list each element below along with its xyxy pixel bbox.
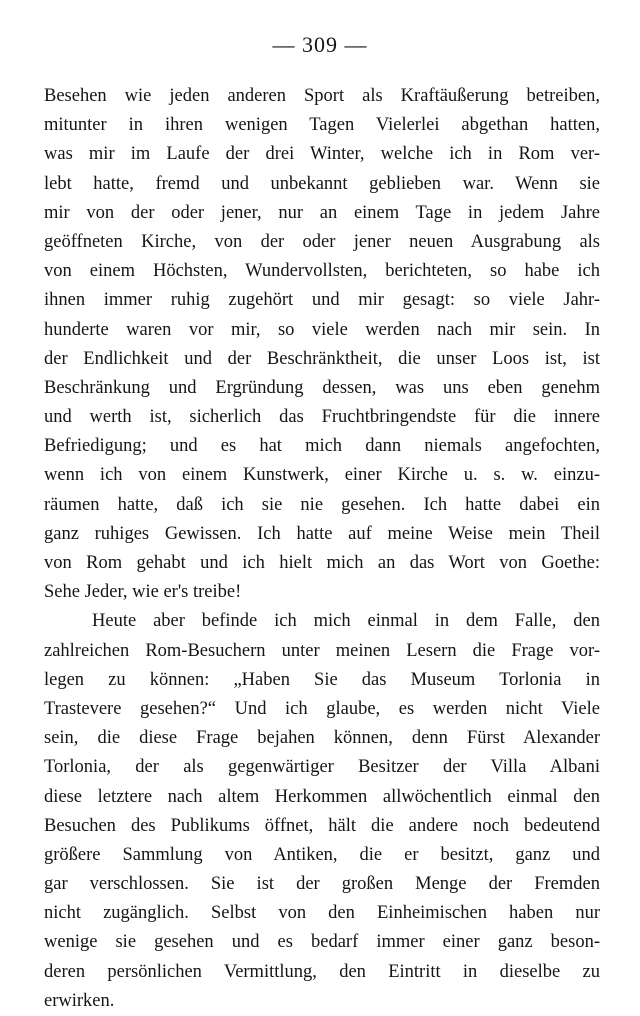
text-line: zahlreichen Rom-Besuchern unter meinen Lesern die Frage vor- [44,640,600,661]
text-line: hunderte waren vor mir, so viele werden nach mir sein. In [44,319,600,340]
text-line: ganz ruhiges Gewissen. Ich hatte auf meine Weise mein Theil [44,523,600,544]
text-line: diese letztere nach altem Herkommen allwöchentlich einmal den [44,786,600,807]
text-line: gar verschlossen. Sie ist der großen Menge der Fremden [44,874,600,895]
text-line: mir von der oder jener, nur an einem Tage in jedem Jahre [44,202,600,223]
text-line: sein, die diese Frage bejahen können, denn Fürst Alexander [44,728,600,749]
text-line: geöffneten Kirche, von der oder jener neuen Ausgrabung als [44,231,600,252]
text-line: Besehen wie jeden anderen Sport als Kraftäußerung betreiben, [44,86,600,106]
text-line: räumen hatte, daß ich sie nie gesehen. Ich hatte dabei ein [44,494,600,515]
text-line: legen zu können: „Haben Sie das Museum Torlonia in [44,669,600,690]
page-number-header: — 309 — [272,32,368,57]
text-line: wenn ich von einem Kunstwerk, einer Kirche u. s. w. einzu- [44,465,600,486]
text-line: ihnen immer ruhig zugehört und mir gesagt: so viele Jahr- [44,290,600,311]
text-line: von einem Höchsten, Wundervollsten, berichteten, so habe ich [44,261,600,282]
text-line: der Endlichkeit und der Beschränktheit, die unser Loos ist, ist [44,348,600,369]
text-line: lebt hatte, fremd und unbekannt geblieben war. Wenn sie [44,173,600,194]
text-line: wenige sie gesehen und es bedarf immer einer ganz beson- [44,932,600,953]
text-line: nicht zugänglich. Selbst von den Einheimischen haben nur [44,903,600,924]
text-line: Befriedigung; und es hat mich dann niemals angefochten, [44,436,600,457]
text-line: von Rom gehabt und ich hielt mich an das Wort von Goethe: [44,553,600,573]
text-line: und werth ist, sicherlich das Fruchtbringendste für die innere [44,407,600,428]
body-text [44,82,600,1016]
text-line: deren persönlichen Vermittlung, den Eintritt in dieselbe zu [44,961,600,982]
text-line: Beschränkung und Ergründung dessen, was uns eben genehm [44,377,600,398]
text-line: Trastevere gesehen?“ Und ich glaube, es werden nicht Viele [44,698,600,719]
text-line: erwirken. [44,990,115,1011]
text-line: Sehe Jeder, wie er's treibe! [44,582,242,603]
text-line: Torlonia, der als gegenwärtiger Besitzer der Villa Albani [44,757,600,778]
text-line: Besuchen des Publikums öffnet, hält die andere noch bedeutend [44,815,600,836]
text-line: größere Sammlung von Antiken, die er besitzt, ganz und [44,844,600,865]
text-line: Heute aber befinde ich mich einmal in dem Falle, den [92,611,600,632]
text-line: mitunter in ihren wenigen Tagen Vielerlei abgethan hatten, [44,115,600,136]
text-line: was mir im Laufe der drei Winter, welche ich in Rom ver- [44,144,600,165]
